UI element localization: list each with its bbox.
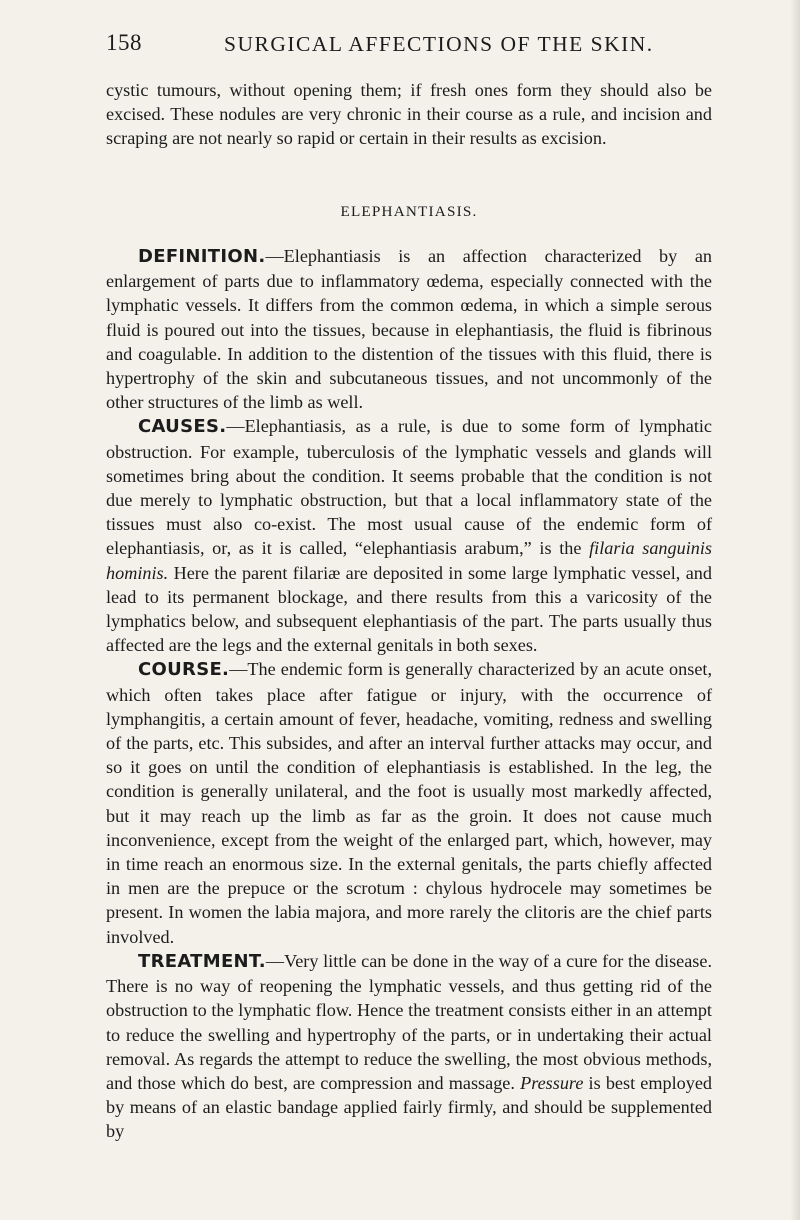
causes-text-2: Here the parent filariæ are deposited in some large lymphatic vessel, and lead to its permanent blockage, and there results from this a varicosity of the lymphatics below, and subsequent elephantiasis of the part. The parts usually thus affected are the legs and the external genitals in both sexes. xyxy=(106,562,712,656)
page-number: 158 xyxy=(106,30,142,55)
intro-text xyxy=(106,78,712,151)
running-head: SURGICAL AFFECTIONS OF THE SKIN. xyxy=(224,32,654,56)
heading-causes: CAUSES. xyxy=(138,416,227,438)
main-text xyxy=(106,244,712,1144)
definition-text: —Elephantiasis is an affection characterized by an enlargement of parts due to inflammatory œdema, especially connected with the lymphatic vessels. It differs from the common œdema, in which a simple serous fluid is poured out into the tissues, because in elephantiasis, the fluid is fibrinous and coagulable. In addition to the distention of the tissues with this fluid, there is hypertrophy of the skin and subcutaneous tissues, and not uncommonly of the other structures of the limb as well. xyxy=(106,246,712,413)
intro-paragraph: cystic tumours, without opening them; if fresh ones form they should also be excised. These nodules are very chronic in their course as a rule, and incision and scraping are not nearly so rapid or certain in their results as excision. xyxy=(106,80,712,149)
heading-treatment: TREATMENT. xyxy=(138,950,266,972)
heading-definition: DEFINITION. xyxy=(138,246,266,267)
treatment-italic: Pressure xyxy=(520,1072,584,1093)
page-edge-shadow xyxy=(790,0,800,1220)
paragraph-course xyxy=(106,657,712,948)
paragraph-definition xyxy=(106,244,712,414)
course-text: —The endemic form is generally characterized by an acute onset, which often takes place after fatigue or injury, with the occurrence of lymphangitis, a certain amount of fever, headache, vomiting, redness and swelling of the parts, etc. This subsides, and after an interval further attacks may occur, and so it goes on until the condition of elephantiasis is established. In the leg, the condition is generally unilateral, and the foot is usually most markedly affected, but it may reach up the limb as far as the groin. It does not cause much inconvenience, except from the weight of the enlarged part, which, however, may in time reach an enormous size. In the external genitals, the parts chiefly affected in men are the prepuce or the scrotum : chylous hydrocele may sometimes be present. In women the labia majora, and more rarely the clitoris are the chief parts involved. xyxy=(106,659,712,947)
paragraph-treatment xyxy=(106,949,712,1144)
causes-text-1: —Elephantiasis, as a rule, is due to some form of lymphatic obstruction. For example, tuberculosis of the lymphatic vessels and glands will sometimes bring about the condition. It seems probable that the condition is not due merely to lymphatic obstruction, but that a local inflammatory state of the tissues must also co-exist. The most usual cause of the endemic form of elephantiasis, or, as it is called, “elephantiasis arabum,” is the xyxy=(106,416,712,559)
treatment-text-1: —Very little can be done in the way of a cure for the disease. There is no way of reopening the lymphatic vessels, and thus getting rid of the obstruction to the lymphatic flow. Hence the treatment consists either in an attempt to reduce the swelling and hypertrophy of the parts, or in undertaking their actual removal. As regards the attempt to reduce the swelling, the most obvious methods, and those which do best, are compression and massage. xyxy=(106,950,712,1093)
section-title: ELEPHANTIASIS. xyxy=(340,203,478,220)
treatment-text-2: is best employed by means of an elastic bandage applied fairly firmly, and should be supplemented by xyxy=(106,1072,712,1142)
paragraph-causes xyxy=(106,414,712,657)
heading-course: COURSE. xyxy=(138,659,230,681)
causes-italic: filaria sanguinis hominis. xyxy=(106,538,712,583)
page-header xyxy=(0,30,800,64)
